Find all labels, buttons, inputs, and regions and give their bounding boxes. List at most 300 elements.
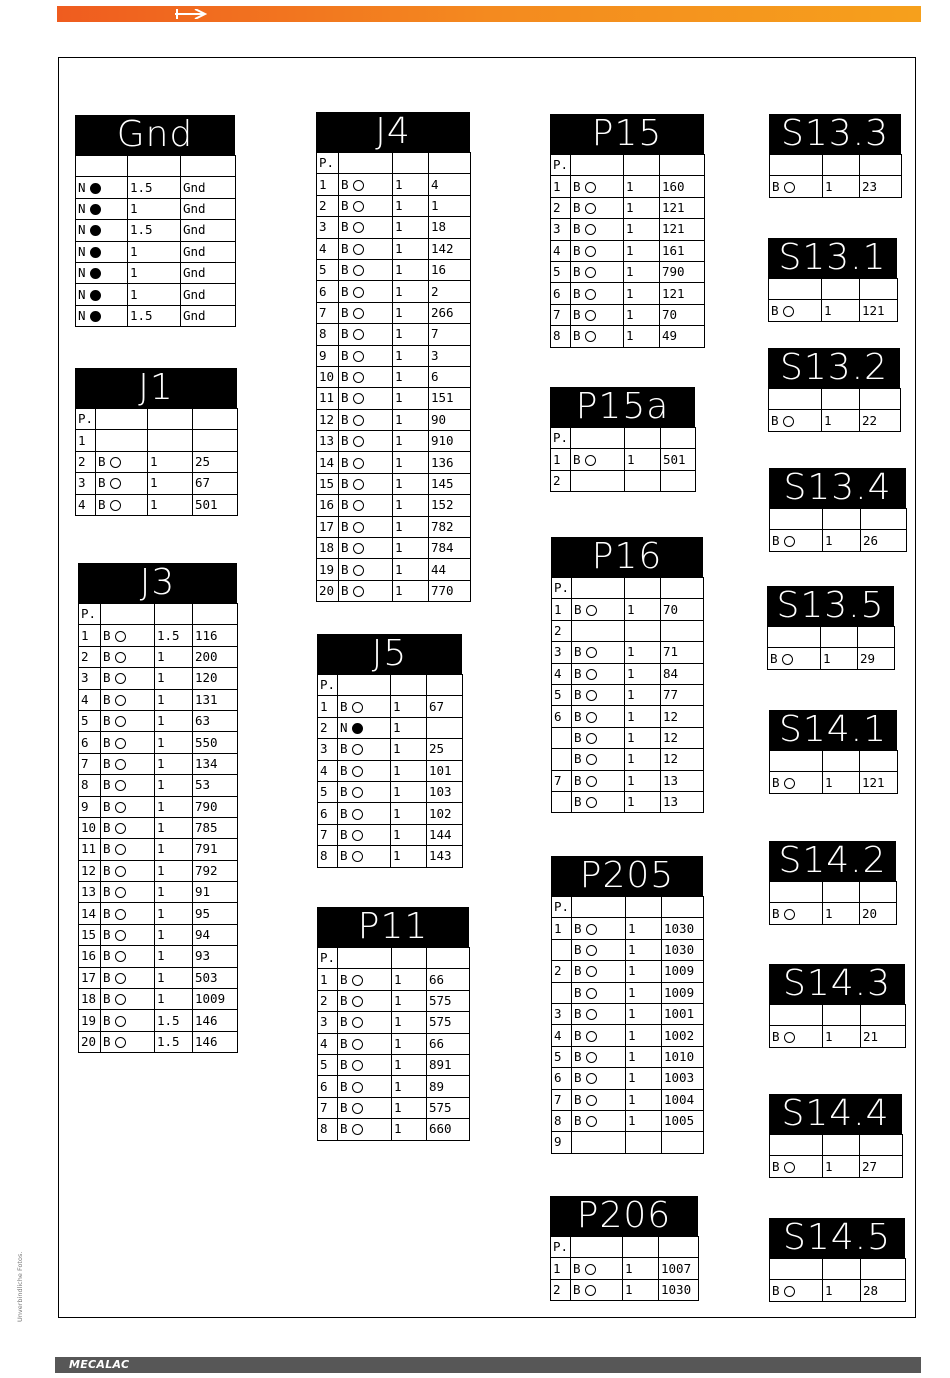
table-row	[317, 217, 471, 238]
table-cell	[571, 428, 625, 449]
table-row	[317, 195, 471, 216]
table-cell	[860, 389, 901, 410]
table-cell: 575	[427, 1012, 470, 1033]
table-cell: 3	[551, 219, 571, 240]
wire-color-label: B	[103, 670, 111, 686]
table-row	[79, 775, 238, 796]
table-cell: 1	[148, 451, 193, 472]
table-row	[770, 751, 898, 772]
table-cell: 1	[626, 1068, 662, 1089]
table-row	[79, 967, 238, 988]
wire-color-label: B	[340, 1057, 348, 1073]
wire-color-label: B	[340, 1078, 348, 1094]
table-cell	[338, 846, 391, 867]
table-cell: 1	[626, 961, 662, 982]
open-circle-icon	[115, 802, 126, 813]
table-cell	[148, 409, 193, 430]
table-cell	[861, 1259, 906, 1280]
wire-color-label: B	[573, 221, 581, 237]
wire-color-label: B	[772, 532, 780, 548]
table-row	[79, 646, 238, 667]
table-cell	[338, 781, 391, 802]
table-cell: 1	[393, 345, 429, 366]
table-cell: 1	[822, 300, 860, 321]
table-cell	[338, 696, 391, 717]
open-circle-icon	[586, 1116, 597, 1127]
table-row	[317, 580, 471, 601]
table-cell: 1	[393, 495, 429, 516]
table-cell	[101, 668, 155, 689]
open-circle-icon	[115, 780, 126, 791]
open-circle-icon	[353, 329, 364, 340]
table-cell: 4	[318, 760, 338, 781]
table-cell	[626, 1132, 662, 1153]
table-row	[318, 1033, 470, 1054]
table-cell: 151	[429, 388, 471, 409]
table-cell: 784	[429, 538, 471, 559]
table-cell	[339, 238, 393, 259]
table-cell	[101, 689, 155, 710]
table-cell: 4	[317, 238, 339, 259]
wire-color-label: B	[573, 285, 581, 301]
open-circle-icon	[585, 1264, 596, 1275]
table-cell: 1	[393, 473, 429, 494]
table-cell	[339, 174, 393, 195]
wire-color-label: B	[103, 627, 111, 643]
connector-p15	[550, 114, 704, 348]
table-cell: 1003	[662, 1068, 704, 1089]
table-cell: 1	[551, 1258, 571, 1279]
table-cell	[860, 751, 898, 772]
table-cell: 1	[148, 473, 193, 494]
wire-color-label: B	[103, 691, 111, 707]
table-cell: 101	[427, 760, 463, 781]
table-cell: 13	[79, 882, 101, 903]
table-cell: 67	[193, 473, 238, 494]
table-cell	[572, 897, 626, 918]
table-cell: 1007	[659, 1258, 699, 1279]
table-row	[551, 261, 705, 282]
table-cell: 1	[624, 261, 660, 282]
table-cell	[572, 749, 625, 770]
table-cell: 95	[193, 903, 238, 924]
open-circle-icon	[353, 543, 364, 554]
wire-color-label: B	[103, 884, 111, 900]
wire-color-label: B	[103, 777, 111, 793]
wire-color-label: B	[772, 905, 780, 921]
table-cell	[571, 470, 625, 491]
connector-p11	[317, 907, 469, 1141]
table-row	[318, 675, 463, 696]
table-cell	[339, 559, 393, 580]
table-cell: 161	[660, 240, 705, 261]
table-cell: 120	[193, 668, 238, 689]
wire-color-label: B	[772, 1158, 780, 1174]
table-cell: 10	[79, 817, 101, 838]
table-cell: 131	[193, 689, 238, 710]
open-circle-icon	[352, 975, 363, 986]
table-cell	[572, 727, 625, 748]
table-cell	[571, 1279, 623, 1300]
open-circle-icon	[115, 973, 126, 984]
table-row	[76, 451, 238, 472]
table-cell	[101, 817, 155, 838]
table-row	[79, 689, 238, 710]
brand-logo: MECALAC	[69, 1358, 130, 1371]
table-row	[79, 946, 238, 967]
table-cell	[101, 796, 155, 817]
table-cell: 9	[552, 1132, 572, 1153]
table-cell	[339, 366, 393, 387]
table-row	[318, 696, 463, 717]
table-cell	[571, 304, 624, 325]
table-cell: 1	[128, 284, 181, 305]
table-cell	[427, 675, 463, 696]
connector-p16	[551, 537, 703, 813]
connector-title: S14.4	[769, 1094, 902, 1134]
table-cell	[338, 1012, 392, 1033]
wire-color-label: B	[340, 848, 348, 864]
table-cell	[770, 1156, 823, 1177]
table-cell: 6	[551, 283, 571, 304]
filled-circle-icon	[90, 247, 101, 258]
connector-gnd	[75, 115, 235, 327]
open-circle-icon	[352, 1082, 363, 1093]
table-cell	[770, 530, 823, 551]
table-cell: Gnd	[181, 220, 236, 241]
table-cell	[625, 578, 661, 599]
table-cell	[661, 470, 696, 491]
connector-title: J3	[78, 563, 237, 603]
table-cell: 1	[155, 989, 193, 1010]
table-cell: 1	[155, 668, 193, 689]
wire-color-label: B	[772, 1028, 780, 1044]
open-circle-icon	[115, 994, 126, 1005]
table-cell	[76, 284, 128, 305]
table-row	[318, 760, 463, 781]
table-row	[551, 197, 705, 218]
table-cell	[659, 1237, 699, 1258]
table-cell: 6	[317, 281, 339, 302]
table-cell	[101, 604, 155, 625]
table-cell	[101, 732, 155, 753]
connector-p15a	[550, 387, 695, 492]
table-cell: 12	[661, 749, 704, 770]
table-cell: 116	[193, 625, 238, 646]
open-circle-icon	[353, 458, 364, 469]
table-cell	[571, 155, 624, 176]
table-cell: 1.5	[155, 1031, 193, 1052]
table-cell: 2	[318, 990, 338, 1011]
table-row	[76, 156, 236, 177]
open-circle-icon	[353, 522, 364, 533]
table-cell: 1	[823, 530, 861, 551]
table-cell: 1	[155, 924, 193, 945]
table-cell: 785	[193, 817, 238, 838]
open-circle-icon	[352, 1039, 363, 1050]
table-row	[552, 1132, 704, 1153]
table-cell: Gnd	[181, 241, 236, 262]
wire-color-label: B	[103, 948, 111, 964]
wire-color-label: B	[341, 540, 349, 556]
table-cell: P.	[318, 675, 338, 696]
table-cell: 1	[624, 197, 660, 218]
table-row	[76, 494, 238, 515]
open-circle-icon	[115, 866, 126, 877]
table-cell: P.	[552, 578, 572, 599]
wire-color-label: B	[340, 762, 348, 778]
wire-color-label: B	[340, 826, 348, 842]
table-cell	[860, 882, 897, 903]
connector-s13_5	[767, 586, 894, 670]
filled-circle-icon	[90, 183, 101, 194]
table-row	[552, 642, 704, 663]
table-cell: 1	[391, 846, 427, 867]
connector-s13_3	[769, 114, 901, 198]
table-cell: 1	[625, 749, 661, 770]
table-cell	[860, 1135, 903, 1156]
open-circle-icon	[115, 823, 126, 834]
open-circle-icon	[353, 201, 364, 212]
wire-color-label: B	[574, 1048, 582, 1064]
table-row	[79, 796, 238, 817]
table-row	[317, 559, 471, 580]
table-cell: 1	[391, 696, 427, 717]
table-row	[79, 1031, 238, 1052]
table-cell: 16	[317, 495, 339, 516]
table-cell: 44	[429, 559, 471, 580]
table-cell: 1	[317, 174, 339, 195]
table-cell: 146	[193, 1010, 238, 1031]
table-cell	[101, 839, 155, 860]
table-cell: 1009	[193, 989, 238, 1010]
open-circle-icon	[115, 759, 126, 770]
wire-color-label: B	[98, 496, 106, 512]
table-cell: 6	[318, 1076, 338, 1097]
table-cell: 1	[626, 1110, 662, 1131]
open-circle-icon	[784, 1162, 795, 1173]
wire-color-label: B	[341, 176, 349, 192]
table-cell	[626, 897, 662, 918]
table-cell: 1	[155, 753, 193, 774]
table-cell: 6	[318, 803, 338, 824]
table-cell	[572, 1046, 626, 1067]
open-circle-icon	[115, 1016, 126, 1027]
table-cell	[76, 156, 128, 177]
table-row	[552, 1003, 704, 1024]
wire-color-label: B	[573, 178, 581, 194]
table-cell	[822, 279, 860, 300]
wire-color-label: B	[103, 969, 111, 985]
table-row	[552, 1068, 704, 1089]
table-cell: 550	[193, 732, 238, 753]
table-cell	[101, 967, 155, 988]
connector-p205	[551, 856, 703, 1154]
table-cell: 1	[76, 430, 96, 451]
table-cell	[624, 155, 660, 176]
table-row	[552, 897, 704, 918]
open-circle-icon	[353, 586, 364, 597]
table-row	[79, 989, 238, 1010]
table-cell: Gnd	[181, 284, 236, 305]
table-cell: 1	[392, 990, 427, 1011]
table-cell	[427, 717, 463, 738]
table-cell: 1	[392, 1012, 427, 1033]
table-cell: 1	[391, 760, 427, 781]
table-cell: 142	[429, 238, 471, 259]
table-cell: 93	[193, 946, 238, 967]
table-cell: 1	[393, 324, 429, 345]
table-cell: 770	[429, 580, 471, 601]
table-cell	[823, 751, 860, 772]
table-cell: 70	[660, 304, 705, 325]
table-cell: 7	[318, 824, 338, 845]
table-cell	[572, 1110, 626, 1131]
wire-color-label: B	[574, 601, 582, 617]
table-cell: 1	[626, 1089, 662, 1110]
table-cell	[661, 428, 696, 449]
table-cell	[393, 153, 429, 174]
table-cell	[769, 410, 822, 431]
table-cell: 12	[661, 727, 704, 748]
table-row	[317, 238, 471, 259]
table-cell: 5	[552, 684, 572, 705]
wire-color-label: B	[574, 941, 582, 957]
table-cell: 12	[79, 860, 101, 881]
open-circle-icon	[353, 372, 364, 383]
table-row	[552, 939, 704, 960]
table-cell: 5	[552, 1046, 572, 1067]
table-cell: 1	[318, 969, 338, 990]
wire-color-label: B	[340, 1014, 348, 1030]
table-row	[317, 281, 471, 302]
table-cell	[861, 1005, 906, 1026]
table-cell: 143	[427, 846, 463, 867]
table-cell: 791	[193, 839, 238, 860]
header-bar	[57, 6, 921, 22]
table-cell: 1	[393, 238, 429, 259]
table-row	[76, 241, 236, 262]
wire-color-label: B	[98, 475, 106, 491]
connector-j4	[316, 112, 470, 602]
table-row	[551, 219, 705, 240]
open-circle-icon	[586, 1031, 597, 1042]
table-cell: 1	[626, 939, 662, 960]
table-row	[76, 177, 236, 198]
table-cell: 146	[193, 1031, 238, 1052]
table-cell	[571, 197, 624, 218]
wire-color-label: B	[103, 905, 111, 921]
connector-s14_5	[769, 1218, 905, 1302]
table-cell: 8	[318, 846, 338, 867]
table-cell	[96, 473, 148, 494]
wire-color-label: B	[341, 433, 349, 449]
table-cell: 1	[155, 882, 193, 903]
connector-title: S13.1	[768, 238, 897, 278]
table-cell: 8	[318, 1119, 338, 1140]
connector-j5	[317, 634, 462, 868]
open-circle-icon	[353, 500, 364, 511]
wire-color-label: B	[341, 476, 349, 492]
table-cell: 121	[860, 300, 898, 321]
open-circle-icon	[586, 988, 597, 999]
filled-circle-icon	[90, 268, 101, 279]
table-cell: 145	[429, 473, 471, 494]
open-circle-icon	[586, 647, 597, 658]
wire-color-label: B	[574, 687, 582, 703]
table-cell: 1	[393, 580, 429, 601]
table-cell	[552, 749, 572, 770]
wire-color-label: B	[341, 304, 349, 320]
table-cell	[572, 791, 625, 812]
wire-color-label: B	[341, 240, 349, 256]
table-row	[552, 1089, 704, 1110]
table-cell: Gnd	[181, 177, 236, 198]
table-cell: 28	[861, 1280, 906, 1301]
wire-color-label: B	[574, 1006, 582, 1022]
table-cell	[823, 509, 861, 530]
wire-color-label: B	[574, 794, 582, 810]
open-circle-icon	[353, 265, 364, 276]
table-cell: 1	[624, 326, 660, 347]
wire-color-label: B	[341, 497, 349, 513]
table-row	[76, 430, 238, 451]
table-row	[79, 604, 238, 625]
table-cell: 1	[626, 1046, 662, 1067]
wire-color-label: B	[772, 774, 780, 790]
table-cell: 1	[128, 241, 181, 262]
table-cell: 94	[193, 924, 238, 945]
wire-color-label: B	[574, 665, 582, 681]
table-cell: 8	[79, 775, 101, 796]
table-cell: 501	[193, 494, 238, 515]
wire-color-label: N	[78, 243, 86, 259]
open-circle-icon	[352, 1124, 363, 1135]
table-cell: 121	[860, 772, 898, 793]
table-cell: 14	[79, 903, 101, 924]
table-row	[770, 772, 898, 793]
table-cell	[770, 772, 823, 793]
table-cell	[338, 803, 391, 824]
table-cell: 11	[317, 388, 339, 409]
connector-s14_4	[769, 1094, 902, 1178]
connector-title: J1	[75, 368, 237, 408]
open-circle-icon	[352, 1060, 363, 1071]
table-row	[770, 903, 897, 924]
table-cell: 121	[660, 197, 705, 218]
table-row	[770, 1135, 903, 1156]
table-cell	[338, 1119, 392, 1140]
table-row	[318, 1097, 470, 1118]
open-circle-icon	[353, 351, 364, 362]
table-cell	[661, 620, 704, 641]
table-cell: P.	[552, 897, 572, 918]
table-row	[79, 753, 238, 774]
open-circle-icon	[352, 1103, 363, 1114]
table-row	[552, 706, 704, 727]
wire-color-label: B	[574, 729, 582, 745]
table-cell: 1	[393, 388, 429, 409]
open-circle-icon	[352, 702, 363, 713]
open-circle-icon	[586, 1095, 597, 1106]
table-cell: 22	[860, 410, 901, 431]
table-cell	[76, 305, 128, 326]
table-cell: 1	[391, 803, 427, 824]
table-cell: 1	[821, 648, 858, 669]
connector-s14_1	[769, 710, 897, 794]
table-row	[768, 648, 895, 669]
table-cell	[770, 1135, 823, 1156]
